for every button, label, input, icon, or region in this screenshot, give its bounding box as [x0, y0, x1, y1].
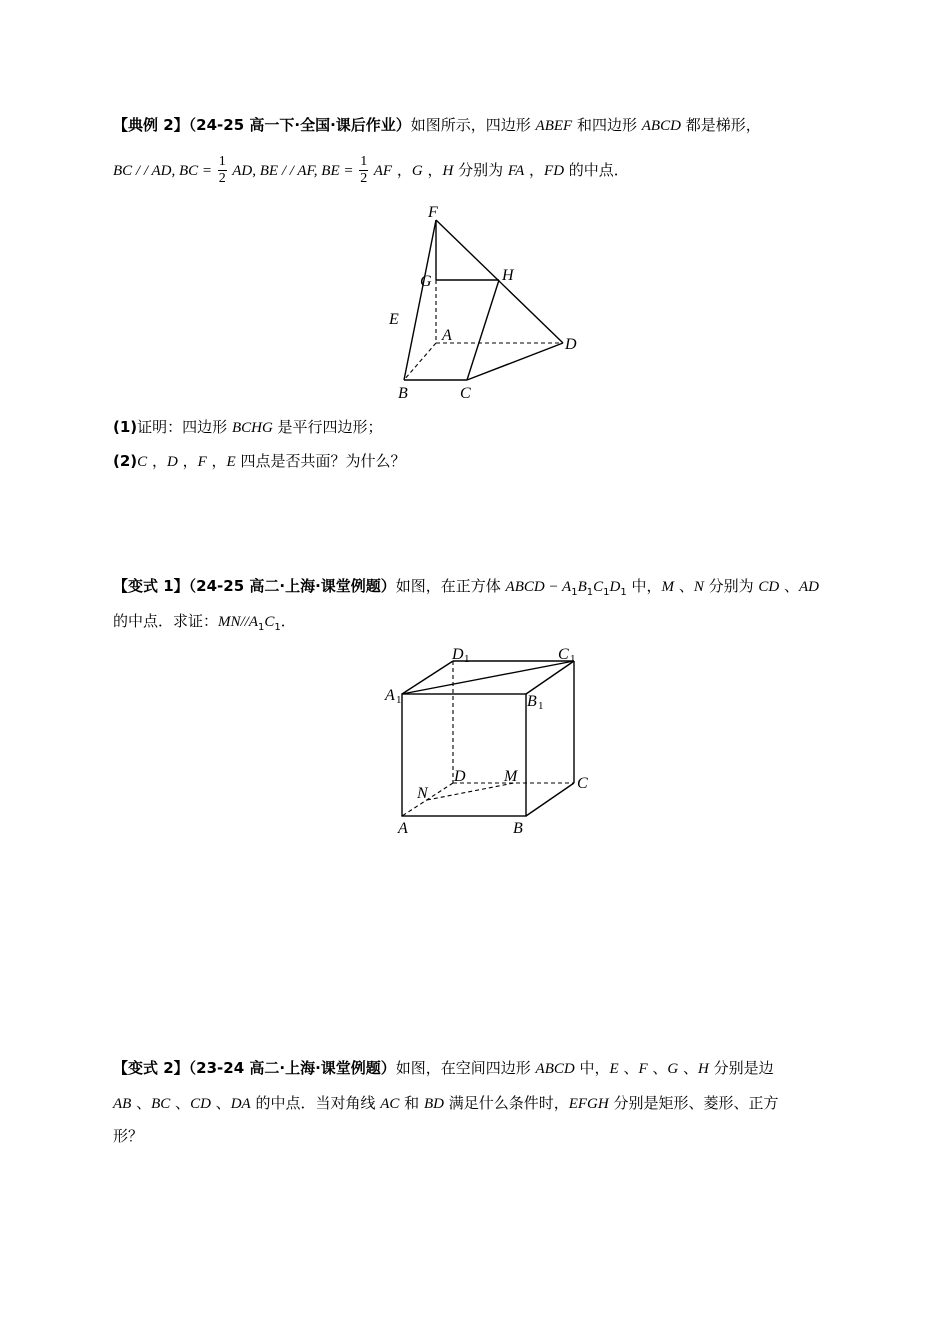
- sub: 1: [571, 587, 578, 598]
- example2-intro1: 如图所示，四边形: [410, 116, 536, 134]
- example2-intro3: 都是梯形，: [680, 116, 761, 134]
- example2-tag: 【典例 2】: [113, 116, 189, 134]
- cube-name-c: C: [593, 579, 604, 595]
- cube-figure: [380, 640, 610, 840]
- label-b: B: [513, 820, 523, 837]
- label-b1: B: [527, 693, 537, 710]
- and-text: 和: [399, 1094, 424, 1112]
- cube-name-b: B: [577, 579, 587, 595]
- example2-source: （24-25 高一下·全国·课后作业）: [188, 116, 411, 134]
- variant1-intro1: 如图，在正方体: [395, 577, 506, 595]
- diagonal-bd: BD: [423, 1096, 444, 1112]
- label-c1-sub: 1: [570, 653, 576, 665]
- label-a: A: [442, 327, 452, 344]
- variant1-source: （24-25 高二·上海·课堂例题）: [188, 577, 396, 595]
- sep: ，: [422, 161, 443, 179]
- fraction-half-2: [359, 154, 368, 187]
- label-a1: A: [385, 687, 395, 704]
- example2-figure: [380, 200, 610, 410]
- label-a: A: [398, 820, 408, 837]
- fraction-half-1: [218, 154, 227, 187]
- example2-conditions: [113, 150, 629, 191]
- parallel-sign: //: [240, 614, 249, 630]
- point-m: M: [661, 579, 675, 595]
- point-f: F: [638, 1061, 648, 1077]
- segment-a1c1-a: A: [248, 614, 259, 630]
- variant2-line2-text2: 满足什么条件时，: [443, 1094, 569, 1112]
- variant2-heading: [113, 1057, 774, 1080]
- variant2-quad: ABCD: [535, 1061, 575, 1077]
- variant1-heading: [113, 575, 819, 604]
- example2-question2: [113, 450, 405, 473]
- sep: 、: [131, 1094, 152, 1112]
- sub: 1: [586, 587, 594, 598]
- segment-da: DA: [230, 1096, 251, 1112]
- end-text: 的中点．: [564, 161, 629, 179]
- q1-text1: 证明：四边形: [137, 418, 232, 436]
- sep: ，: [206, 452, 227, 470]
- cube-name-d: D: [609, 579, 621, 595]
- frac-num: 1: [218, 154, 226, 169]
- label-d1: D: [452, 646, 464, 663]
- sep: ，: [147, 452, 167, 470]
- example2-cond2: AD, BE / / AF, BE =: [228, 163, 358, 179]
- variant1-intro2: 中，: [626, 577, 662, 595]
- segment-ad: AD: [799, 579, 820, 595]
- diagonal-ac: AC: [380, 1096, 400, 1112]
- variant1-line2: [113, 610, 296, 639]
- q1-number: (1): [113, 418, 138, 436]
- variant1-tag: 【变式 1】: [113, 577, 189, 595]
- frac-den: 2: [218, 171, 226, 186]
- point-h: H: [698, 1061, 709, 1077]
- variant2-tag: 【变式 2】: [113, 1059, 189, 1077]
- variant2-line2-text1: 的中点．当对角线: [250, 1094, 381, 1112]
- label-c: C: [460, 385, 471, 402]
- variant2-line2: [113, 1092, 779, 1115]
- segment-cd: CD: [190, 1096, 211, 1112]
- quad-efgh: EFGH: [568, 1096, 609, 1112]
- q2-d: D: [166, 454, 178, 470]
- point-g: G: [667, 1061, 679, 1077]
- point-h: H: [442, 163, 454, 179]
- segment-ab: AB: [113, 1096, 132, 1112]
- period: ．: [280, 612, 296, 630]
- mid-text: 分别为: [453, 161, 508, 179]
- example2-heading: [113, 114, 761, 137]
- point-g: G: [411, 163, 423, 179]
- sep: 、: [210, 1094, 231, 1112]
- segment-mn: MN: [218, 614, 241, 630]
- example2-cond1: BC / / AD, BC =: [113, 163, 216, 179]
- variant2-line3: [113, 1125, 143, 1147]
- sep: 、: [170, 1094, 191, 1112]
- label-d: D: [454, 768, 466, 785]
- q2-number: (2): [113, 452, 138, 470]
- segment-a1c1-c: C: [264, 614, 275, 630]
- label-b1-sub: 1: [538, 700, 544, 712]
- label-n: N: [417, 785, 428, 802]
- q1-quad: BCHG: [231, 420, 273, 436]
- variant2-line3-text: 形？: [113, 1127, 144, 1145]
- label-d: D: [565, 336, 577, 353]
- sep: 、: [678, 1059, 699, 1077]
- variant1-line2-text: 的中点．求证：: [113, 612, 219, 630]
- sub: 1: [603, 587, 610, 598]
- label-g: G: [420, 273, 432, 290]
- point-n: N: [693, 579, 704, 595]
- label-m: M: [504, 768, 518, 785]
- segment-fa: FA: [507, 163, 525, 179]
- example2-question1: [113, 416, 383, 439]
- segment-cd: CD: [758, 579, 780, 595]
- variant2-source: （23-24 高二·上海·课堂例题）: [188, 1059, 396, 1077]
- sep: 、: [647, 1059, 668, 1077]
- sep: ，: [392, 161, 412, 179]
- q2-c: C: [137, 454, 148, 470]
- sep: ，: [524, 161, 545, 179]
- label-c1: C: [558, 646, 569, 663]
- frac-den: 2: [360, 171, 368, 186]
- example2-intro2: 和四边形: [572, 116, 642, 134]
- cube-name-a: ABCD − A: [505, 579, 572, 595]
- example2-cond3: AF: [370, 163, 393, 179]
- variant2-intro2: 中，: [574, 1059, 610, 1077]
- sub: 1: [258, 622, 265, 633]
- sub: 1: [274, 622, 281, 633]
- point-e: E: [609, 1061, 619, 1077]
- q2-f: F: [197, 454, 207, 470]
- label-e: E: [389, 311, 399, 328]
- sep: 、: [618, 1059, 639, 1077]
- label-f: F: [428, 204, 438, 221]
- sep: ，: [177, 452, 198, 470]
- variant2-intro3: 分别是边: [708, 1059, 774, 1077]
- segment-fd: FD: [544, 163, 565, 179]
- example2-quad2: ABCD: [641, 118, 681, 134]
- label-h: H: [502, 267, 514, 284]
- variant2-intro1: 如图，在空间四边形: [395, 1059, 536, 1077]
- label-a1-sub: 1: [396, 694, 402, 706]
- variant1-intro3: 分别为: [703, 577, 759, 595]
- label-b: B: [398, 385, 408, 402]
- sep: 、: [779, 577, 800, 595]
- sep: 、: [674, 577, 694, 595]
- example2-quad1: ABEF: [535, 118, 573, 134]
- frac-num: 1: [360, 154, 368, 169]
- label-c: C: [577, 775, 588, 792]
- q2-e: E: [226, 454, 236, 470]
- variant2-line2-text3: 分别是矩形、菱形、正方: [608, 1094, 779, 1112]
- q1-text2: 是平行四边形；: [272, 418, 383, 436]
- segment-bc: BC: [151, 1096, 171, 1112]
- sub: 1: [620, 587, 627, 598]
- label-d1-sub: 1: [464, 653, 470, 665]
- q2-text: 四点是否共面？为什么？: [235, 452, 406, 470]
